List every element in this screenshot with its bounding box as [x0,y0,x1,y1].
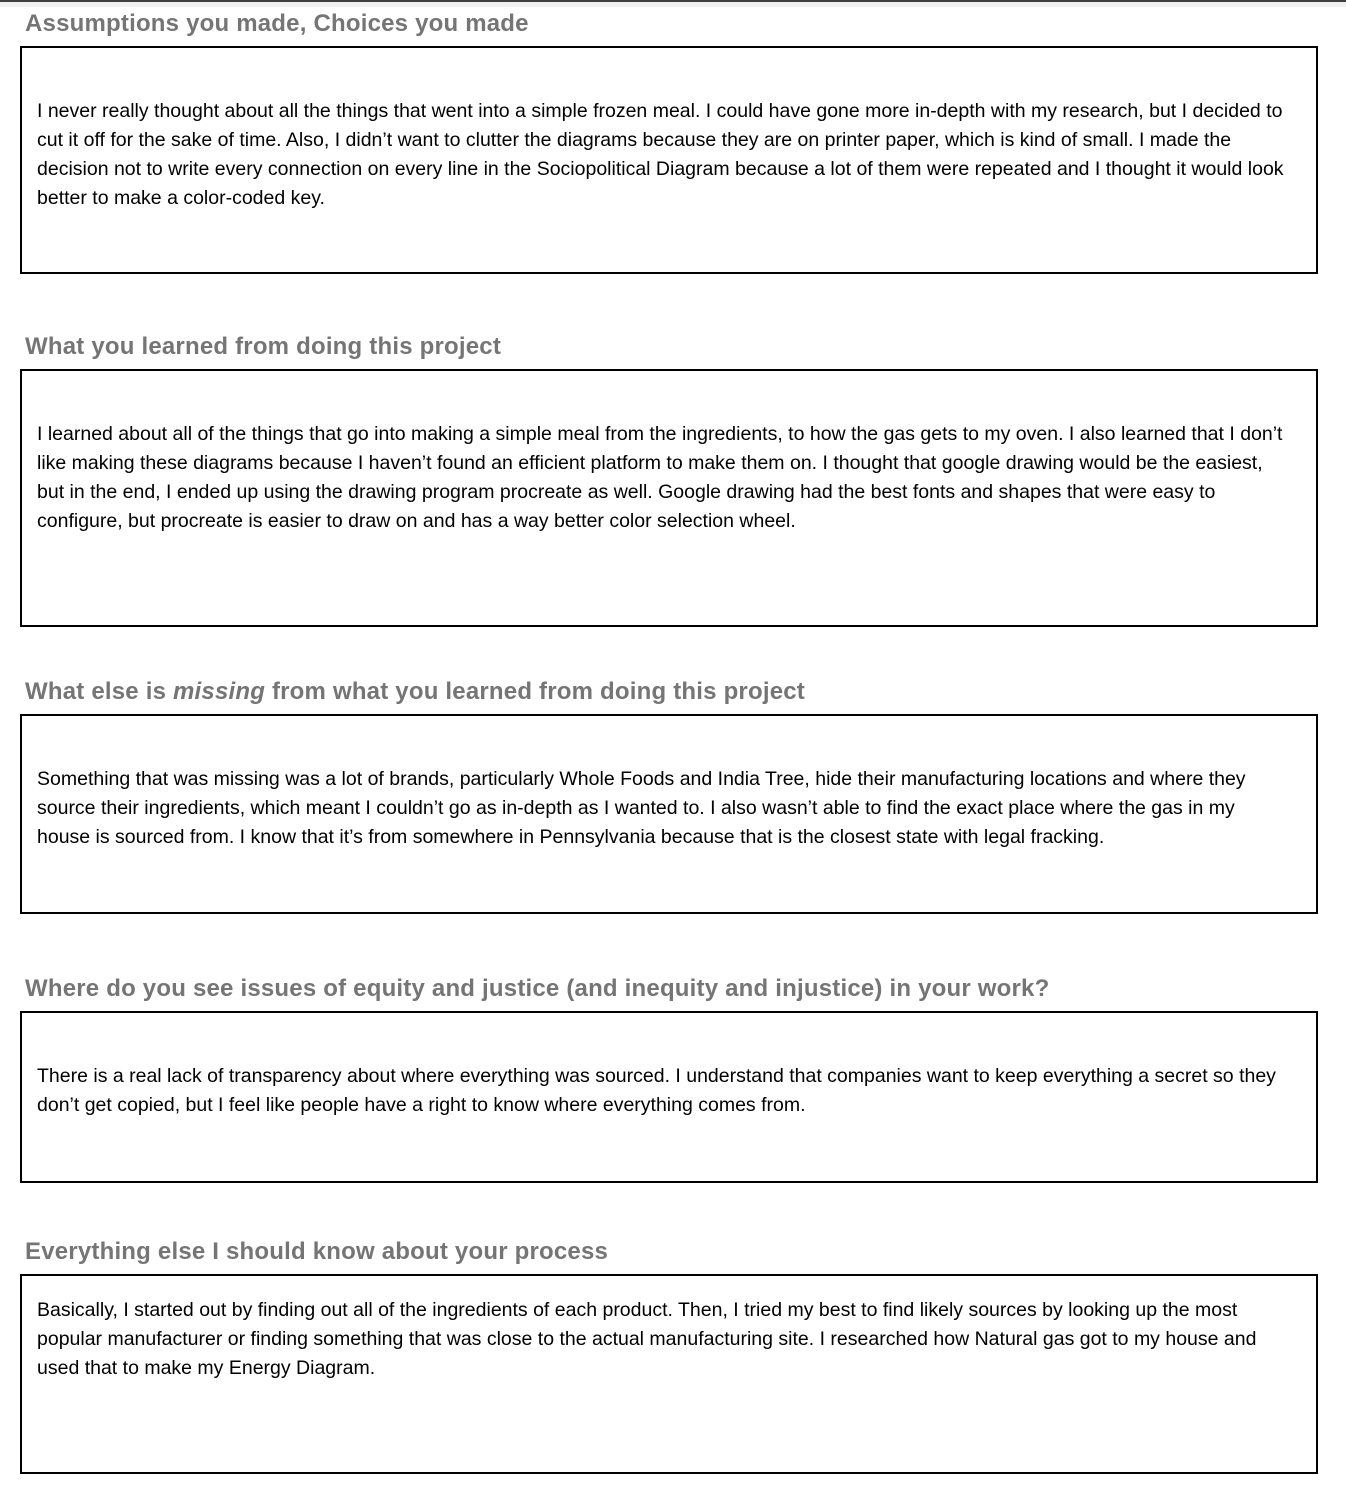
heading-missing-suffix: from what you learned from doing this project [265,678,805,705]
answer-text-learned[interactable]: I learned about all of the things that go into making a simple meal from the ingredients, to how the gas gets to my oven. I also learned that I don’t like making these diagrams because I haven’t found an efficient platform to make them on. I thought that google drawing would be the easiest, but in the end, I ended up using the drawing program procreate as well. Google drawing had the best fonts and shapes that were easy to configure, but procreate is easier to draw on and has a way better color selection wheel. [37,423,1283,532]
answer-box-assumptions[interactable] [20,46,1318,274]
section-heading-learned: What you learned from doing this project [25,333,502,360]
answer-text-missing[interactable]: Something that was missing was a lot of brands, particularly Whole Foods and India Tree, hide their manufacturing locations and where they source their ingredients, which meant I couldn’t go as in-depth as I wanted to. I also wasn’t able to find the exact place where the gas in my house is sourced from. I know that it’s from somewhere in Pennsylvania because that is the closest state with legal fracking. [37,768,1246,848]
section-heading-assumptions: Assumptions you made, Choices you made [25,10,529,37]
heading-missing-italic: missing [172,678,266,705]
answer-text-assumptions[interactable]: I never really thought about all the things that went into a simple frozen meal. I could have gone more in-depth with my research, but I decided to cut it off for the sake of time. Also, I didn’t want to clutter the diagrams because they are on printer paper, which is kind of small. I made the decision not to write every connection on every line in the Sociopolitical Diagram because a lot of them were repeated and I thought it would look better to make a color-coded key. [37,100,1284,209]
section-heading-missing [25,677,1318,707]
answer-box-equity-justice[interactable] [20,1011,1318,1183]
answer-text-process[interactable]: Basically, I started out by finding out all of the ingredients of each product. Then, I tried my best to find likely sources by looking up the most popular manufacturer or finding something that was close to the actual manufacturing site. I researched how Natural gas got to my house and used that to make my Energy Diagram. [37,1299,1257,1379]
section-learned [0,332,1346,627]
answer-box-missing[interactable] [20,714,1318,914]
answer-text-equity-justice[interactable]: There is a real lack of transparency about where everything was sourced. I understand that companies want to keep everything a secret so they don’t get copied, but I feel like people have a right to know where everything comes from. [37,1065,1276,1116]
answer-box-learned[interactable] [20,369,1318,627]
top-page-edge [0,0,1346,7]
heading-missing-prefix: What else is [25,678,173,705]
section-equity-justice [0,974,1346,1183]
section-process [0,1237,1346,1474]
section-missing [0,677,1346,914]
section-assumptions [0,9,1346,274]
answer-box-process[interactable] [20,1274,1318,1474]
section-heading-equity-justice: Where do you see issues of equity and justice (and inequity and injustice) in your work? [25,975,1050,1002]
section-heading-process: Everything else I should know about your process [25,1238,609,1265]
